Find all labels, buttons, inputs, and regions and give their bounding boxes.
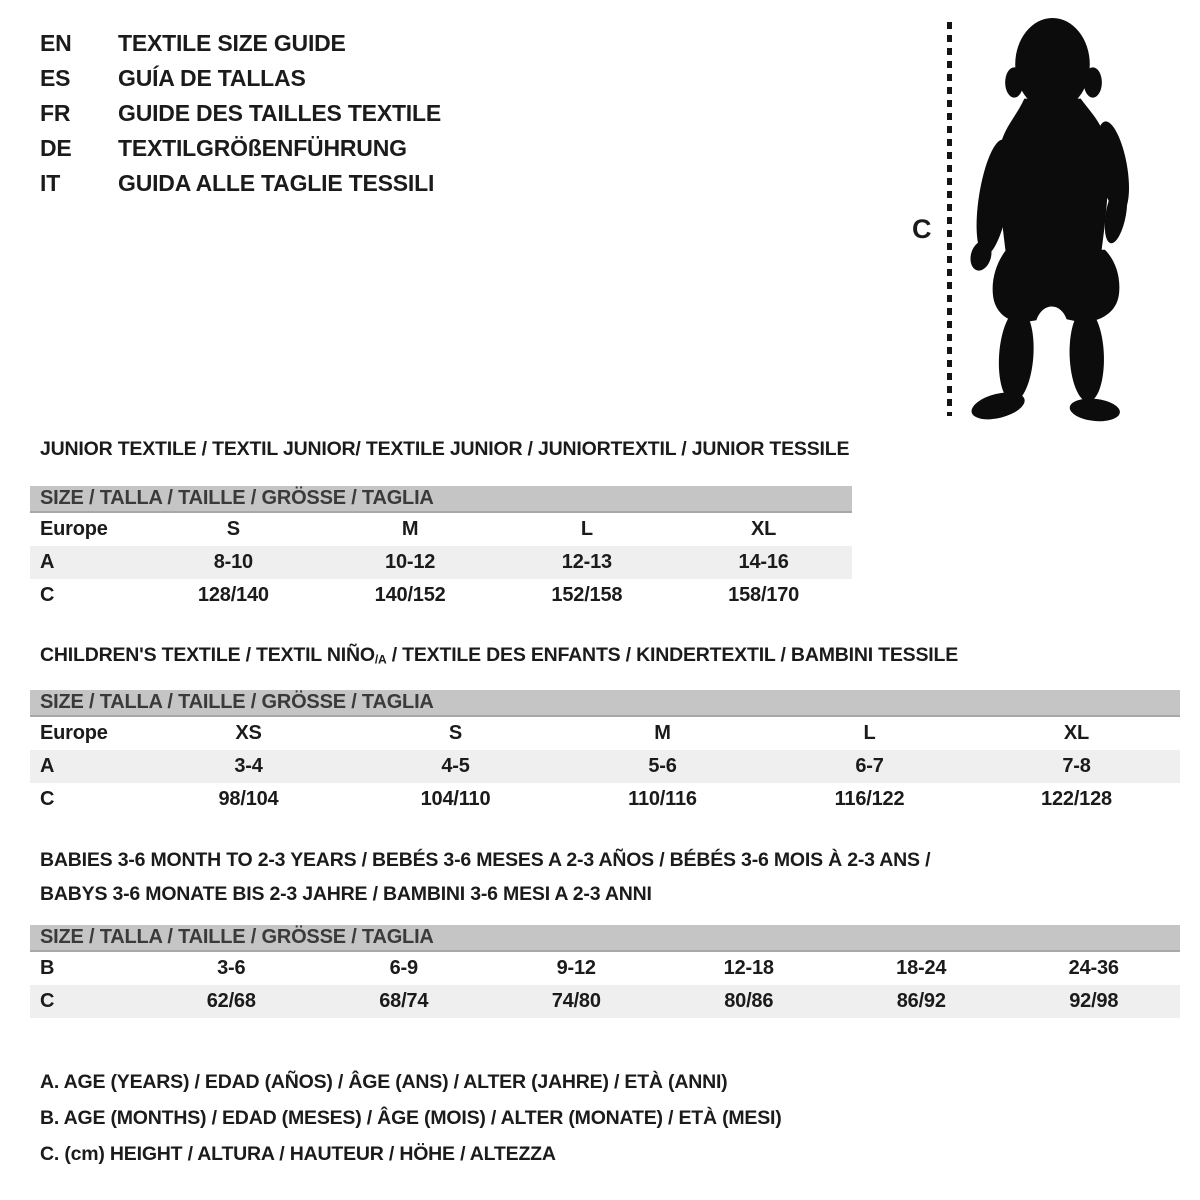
table-cell: 116/122 — [834, 788, 905, 810]
language-code: DE — [40, 135, 72, 161]
row-label: C — [40, 990, 55, 1012]
table-cell: 68/74 — [379, 990, 429, 1012]
footnote-line: C. (cm) HEIGHT / ALTURA / HAUTEUR / HÖHE / ALTEZZA — [40, 1142, 556, 1165]
table-cell: 6-7 — [855, 755, 884, 777]
table-cell: 6-9 — [389, 957, 418, 979]
row-label: A — [40, 755, 55, 777]
table-cell: L — [580, 518, 593, 540]
table-cell: 5-6 — [648, 755, 677, 777]
table-cell: M — [654, 722, 671, 744]
table-row — [30, 717, 1180, 750]
table-cell: 18-24 — [896, 957, 947, 979]
row-label: A — [40, 551, 55, 573]
table-cell: 98/104 — [218, 788, 279, 810]
section-title-text: BABIES 3-6 MONTH TO 2-3 YEARS / BEBÉS 3-6 MESES A 2-3 AÑOS / BÉBÉS 3-6 MOIS À 2-3 ANS / — [40, 849, 931, 871]
table-cell: 8-10 — [213, 551, 253, 573]
table-cell: 140/152 — [374, 584, 446, 606]
language-row — [40, 61, 441, 96]
language-title: GUIDE DES TAILLES TEXTILE — [118, 100, 441, 126]
table-cell: 9-12 — [556, 957, 596, 979]
language-title: TEXTILE SIZE GUIDE — [118, 30, 346, 56]
row-label: Europe — [40, 722, 108, 744]
table-cell: 122/128 — [1041, 788, 1112, 810]
table-cell: 92/98 — [1069, 990, 1119, 1012]
table-cell: 4-5 — [441, 755, 470, 777]
toddler-silhouette-icon — [963, 16, 1141, 424]
table-cell: M — [401, 518, 419, 540]
section-title-line — [40, 638, 958, 672]
table-row — [30, 513, 852, 546]
table-cell: S — [448, 722, 463, 744]
size-table-header: SIZE / TALLA / TAILLE / GRÖSSE / TAGLIA — [30, 486, 852, 513]
section-title-text: BABYS 3-6 MONATE BIS 2-3 JAHRE / BAMBINI 3-6 MESI A 2-3 ANNI — [40, 883, 652, 905]
height-measure-label: C — [912, 214, 932, 244]
languages-list — [40, 26, 441, 201]
size-table-header: SIZE / TALLA / TAILLE / GRÖSSE / TAGLIA — [30, 925, 1180, 952]
table-cell: XL — [1063, 722, 1090, 744]
size-table — [30, 486, 852, 612]
table-cell: 128/140 — [197, 584, 269, 606]
table-row — [30, 985, 1180, 1018]
section-title — [40, 432, 849, 466]
footnotes — [40, 1064, 782, 1172]
table-cell: 10-12 — [385, 551, 436, 573]
table-row — [30, 783, 1180, 816]
table-cell: 74/80 — [551, 990, 601, 1012]
language-row — [40, 131, 441, 166]
table-cell: 152/158 — [551, 584, 623, 606]
section-title-text: / TEXTILE DES ENFANTS / KINDERTEXTIL / BAMBINI TESSILE — [386, 644, 959, 666]
row-label: C — [40, 788, 55, 810]
section-title-text: JUNIOR TEXTILE / TEXTIL JUNIOR/ TEXTILE JUNIOR / JUNIORTEXTIL / JUNIOR TESSILE — [40, 438, 850, 460]
section-title-line — [40, 843, 930, 877]
table-cell: S — [226, 518, 240, 540]
size-table-header: SIZE / TALLA / TAILLE / GRÖSSE / TAGLIA — [30, 690, 1180, 717]
footnote-line: B. AGE (MONTHS) / EDAD (MESES) / ÂGE (MOIS) / ALTER (MONATE) / ETÀ (MESI) — [40, 1106, 782, 1129]
table-cell: 7-8 — [1062, 755, 1091, 777]
table-cell: 80/86 — [724, 990, 774, 1012]
footnote-line: A. AGE (YEARS) / EDAD (AÑOS) / ÂGE (ANS) / ALTER (JAHRE) / ETÀ (ANNI) — [40, 1070, 728, 1093]
size-table — [30, 690, 1180, 816]
section-title-line — [40, 432, 849, 466]
language-code: EN — [40, 30, 72, 56]
language-code: IT — [40, 170, 61, 196]
table-cell: 104/110 — [420, 788, 491, 810]
table-row — [30, 579, 852, 612]
language-row — [40, 96, 441, 131]
language-row — [40, 26, 441, 61]
table-row — [30, 750, 1180, 783]
language-row — [40, 166, 441, 201]
table-cell: L — [863, 722, 876, 744]
table-row — [30, 546, 852, 579]
table-row — [30, 952, 1180, 985]
language-code: FR — [40, 100, 71, 126]
row-label: Europe — [40, 518, 108, 540]
size-table — [30, 925, 1180, 1018]
language-title: TEXTILGRÖßENFÜHRUNG — [118, 135, 407, 161]
table-cell: 86/92 — [896, 990, 946, 1012]
table-cell: 158/170 — [728, 584, 800, 606]
section-title-text: CHILDREN'S TEXTILE / TEXTIL NIÑO — [40, 644, 375, 666]
language-code: ES — [40, 65, 71, 91]
table-cell: 24-36 — [1068, 957, 1119, 979]
language-title: GUIDA ALLE TAGLIE TESSILI — [118, 170, 435, 196]
table-cell: 3-4 — [234, 755, 263, 777]
table-cell: XS — [235, 722, 262, 744]
section-title-line — [40, 877, 930, 911]
height-measure-dashed-line — [947, 22, 952, 416]
table-cell: 14-16 — [738, 551, 789, 573]
table-cell: 12-18 — [723, 957, 774, 979]
section-title — [40, 843, 930, 911]
section-title — [40, 638, 958, 672]
table-cell: XL — [751, 518, 777, 540]
table-cell: 62/68 — [206, 990, 256, 1012]
table-cell: 12-13 — [561, 551, 612, 573]
row-label: B — [40, 957, 55, 979]
table-cell: 3-6 — [217, 957, 246, 979]
row-label: C — [40, 584, 55, 606]
section-title-text: /A — [374, 652, 387, 667]
language-title: GUÍA DE TALLAS — [118, 65, 306, 91]
table-cell: 110/116 — [628, 788, 697, 810]
